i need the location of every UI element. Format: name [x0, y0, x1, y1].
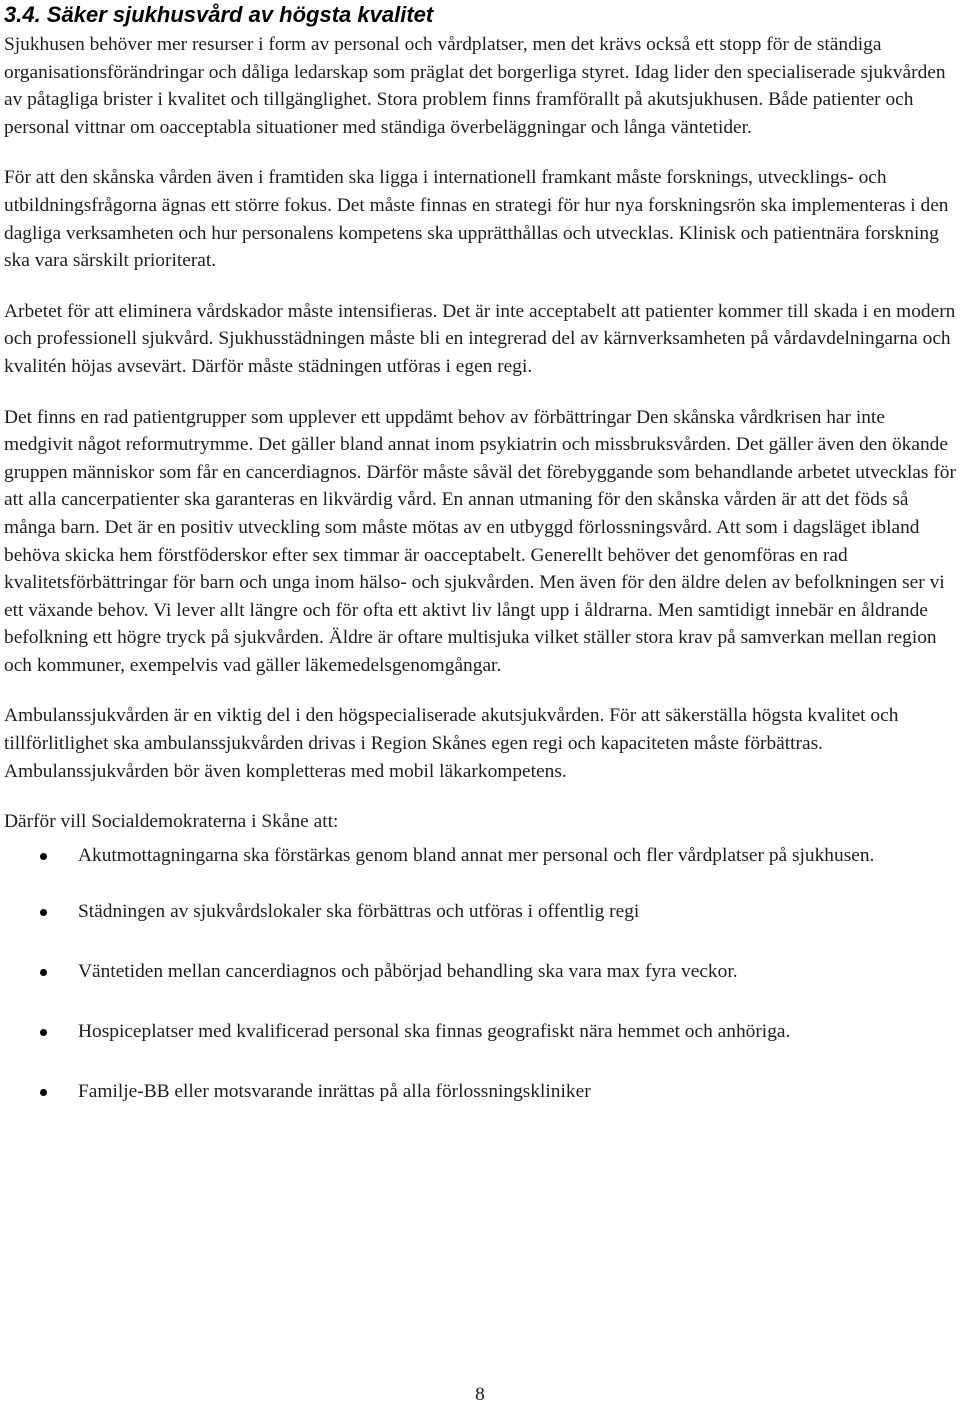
list-item-text: Akutmottagningarna ska förstärkas genom bland annat mer personal och fler vårdplatser på sjukhusen. [78, 844, 875, 866]
paragraph-ambulance: Ambulanssjukvården är en viktig del i den högspecialiserade akutsjukvården. För att säkerställa högsta kvalitet och tillförlitlighet ska ambulanssjukvården drivas i Region Skånes egen regi och kapaciteten måste förbättras. Ambulanssjukvården bör även kompletteras med mobil läkarkompetens. [4, 705, 899, 782]
document-page [4, 0, 958, 1107]
list-item [4, 1077, 958, 1107]
bullet-icon [40, 1029, 47, 1036]
bullet-icon [40, 1089, 47, 1096]
list-item-text: Städningen av sjukvårdslokaler ska förbättras och utföras i offentlig regi [78, 900, 640, 922]
demands-list [4, 841, 958, 1107]
paragraph-research: För att den skånska vården även i framtiden ska ligga i internationell framkant måste forsknings, utvecklings- och utbildningsfrågorna ägnas ett större fokus. Det måste finnas en strategi för hur nya forskningsrön ska implementeras i den dagliga verksamheten och hur personalens kompetens ska upprätthållas och utvecklas. Klinisk och patientnära forskning ska vara särskilt prioriterat. [4, 167, 949, 272]
bullet-icon [40, 853, 47, 860]
list-item [4, 957, 958, 987]
list-intro: Därför vill Socialdemokraterna i Skåne att: [4, 811, 339, 833]
list-item-text: Väntetiden mellan cancerdiagnos och påbörjad behandling ska vara max fyra veckor. [78, 960, 738, 982]
bullet-icon [40, 969, 47, 976]
list-item-text: Hospiceplatser med kvalificerad personal ska finnas geografiskt nära hemmet och anhöriga. [78, 1020, 791, 1042]
list-item-text: Familje-BB eller motsvarande inrättas på alla förlossningskliniker [78, 1080, 591, 1102]
list-item [4, 1017, 958, 1047]
list-item [4, 841, 958, 871]
paragraph-patient-groups: Det finns en rad patientgrupper som upplever ett uppdämt behov av förbättringar Den skånska vårdkrisen har inte medgivit något reformutrymme. Det gäller bland annat inom psykiatrin och missbruksvården. Det gäller även den ökande gruppen människor som får en cancerdiagnos. Därför måste såväl det förebyggande som behandlande arbetet utvecklas för att alla cancerpatienter ska garanteras en likvärdig vård. En annan utmaning för den skånska vården är att det föds så många barn. Det är en positiv utveckling som måste mötas av en utbyggd förlossningsvård. Att som i dagsläget ibland behöva skicka hem förstföderskor efter sex timmar är oacceptabelt. Generellt behöver det genomföras en rad kvalitetsförbättringar för barn och unga inom hälso- och sjukvården. Men även för den äldre delen av befolkningen ser vi ett växande behov. Vi lever allt längre och för ofta ett aktivt liv långt upp i åldrarna. Men samtidigt innebär en åldrande befolkning ett högre tryck på sjukvården. Äldre är oftare multisjuka vilket ställer stora krav på samverkan mellan region och kommuner, exempelvis vad gäller läkemedelsgenomgångar. [4, 406, 956, 676]
page-number: 8 [475, 1384, 485, 1405]
section-heading: 3.4. Säker sjukhusvård av högsta kvalitet [4, 2, 434, 27]
bullet-icon [40, 909, 47, 916]
paragraph-hospital-resources: Sjukhusen behöver mer resurser i form av personal och vårdplatser, men det krävs också ett stopp för de ständiga organisationsförändringar och dåliga ledarskap som präglat det borgerliga styret. Idag lider den specialiserade sjukvården av påtagliga brister i kvalitet och tillgänglighet. Stora problem finns framförallt på akutsjukhusen. Både patienter och personal vittnar om oacceptabla situationer med ständiga överbeläggningar och långa väntetider. [4, 34, 946, 138]
paragraph-care-injuries: Arbetet för att eliminera vårdskador måste intensifieras. Det är inte acceptabelt att patienter kommer till skada i en modern och professionell sjukvård. Sjukhusstädningen måste bli en integrerad del av kärnverksamheten på vårdavdelningarna och kvalitén höjas avsevärt. Därför måste städningen utföras i egen regi. [4, 300, 956, 377]
list-item [4, 897, 958, 927]
